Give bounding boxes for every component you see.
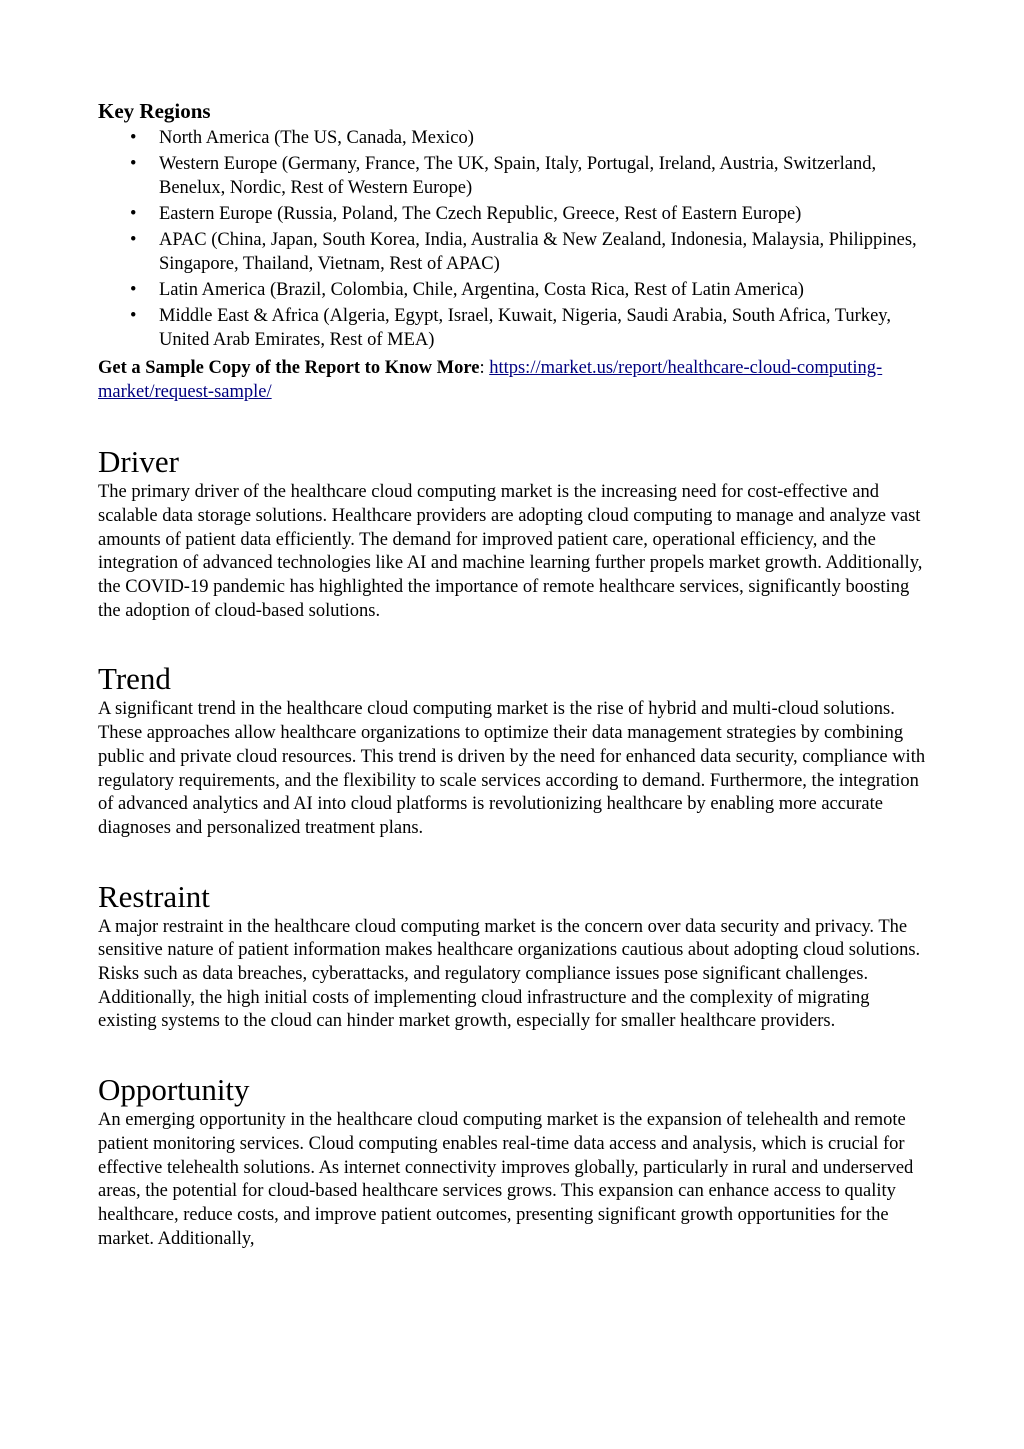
- list-item: [98, 202, 928, 226]
- key-regions-title: Key Regions: [98, 99, 211, 123]
- list-item: [98, 304, 928, 353]
- opportunity-heading: Opportunity: [98, 1072, 250, 1108]
- list-item: [98, 228, 928, 277]
- restraint-body: A major restraint in the healthcare cloud computing market is the concern over data security and privacy. The sensitive nature of patient information makes healthcare organizations cautious about adopting cloud solutions. Risks such as data breaches, cyberattacks, and regulatory compliance issues pose significant challenges. Additionally, the high initial costs of implementing cloud infrastructure and the complexity of migrating existing systems to the cloud can hinder market growth, especially for smaller healthcare providers.: [98, 916, 921, 1032]
- bullet-icon: •: [130, 203, 137, 224]
- region-text: Eastern Europe (Russia, Poland, The Czech Republic, Greece, Rest of Eastern Europe): [159, 203, 802, 224]
- region-text: APAC (China, Japan, South Korea, India, Australia & New Zealand, Indonesia, Malaysia, Philippines, Singapore, Thailand, Vietnam, Rest of APAC): [159, 229, 917, 274]
- driver-body: The primary driver of the healthcare cloud computing market is the increasing need for cost-effective and scalable data storage solutions. Healthcare providers are adopting cloud computing to manage and analyze vast amounts of patient data efficiently. The demand for improved patient care, operational efficiency, and the integration of advanced technologies like AI and machine learning further propels market growth. Additionally, the COVID-19 pandemic has highlighted the importance of remote healthcare services, significantly boosting the adoption of cloud-based solutions.: [98, 482, 923, 621]
- list-item: [98, 152, 928, 201]
- bullet-icon: •: [130, 279, 137, 300]
- trend-section: [98, 660, 928, 840]
- key-regions-section: [98, 98, 928, 352]
- trend-body: A significant trend in the healthcare cloud computing market is the rise of hybrid and multi-cloud solutions. These approaches allow healthcare organizations to optimize their data management strategies by combining public and private cloud resources. This trend is driven by the need for enhanced data security, compliance with regulatory requirements, and the flexibility to scale services according to demand. Furthermore, the integration of advanced analytics and AI into cloud platforms is revolutionizing healthcare by enabling more accurate diagnoses and personalized treatment plans.: [98, 699, 926, 838]
- trend-heading: Trend: [98, 661, 171, 697]
- driver-heading: Driver: [98, 444, 179, 480]
- opportunity-section: [98, 1071, 928, 1251]
- region-text: North America (The US, Canada, Mexico): [159, 128, 474, 148]
- list-item: [98, 278, 928, 302]
- sample-copy-lead: Get a Sample Copy of the Report to Know More: [98, 358, 480, 379]
- region-text: Middle East & Africa (Algeria, Egypt, Israel, Kuwait, Nigeria, Saudi Arabia, South Africa, Turkey, United Arab Emirates, Rest of MEA): [159, 305, 891, 350]
- bullet-icon: •: [130, 229, 137, 250]
- restraint-section: [98, 878, 928, 1035]
- region-text: Latin America (Brazil, Colombia, Chile, Argentina, Costa Rica, Rest of Latin America): [159, 279, 804, 300]
- region-text: Western Europe (Germany, France, The UK, Spain, Italy, Portugal, Ireland, Austria, Switzerland, Benelux, Nordic, Rest of Western Europe): [159, 153, 877, 199]
- opportunity-body: An emerging opportunity in the healthcare cloud computing market is the expansion of telehealth and remote patient monitoring services. Cloud computing enables real-time data access and analysis, which is crucial for effective telehealth solutions. As internet connectivity improves globally, particularly in rural and underserved areas, the potential for cloud-based healthcare services grows. This expansion can enhance access to quality healthcare, reduce costs, and improve patient outcomes, presenting significant growth opportunities for the market. Additionally,: [98, 1110, 914, 1249]
- bullet-icon: •: [130, 153, 137, 174]
- bullet-icon: •: [130, 305, 137, 326]
- restraint-heading: Restraint: [98, 878, 210, 914]
- bullet-icon: •: [130, 128, 137, 148]
- sample-copy-separator: :: [479, 358, 490, 379]
- list-item: [98, 126, 928, 150]
- sample-copy-line: [98, 356, 928, 404]
- driver-section: [98, 443, 928, 623]
- sample-request-link[interactable]: https://market.us/report/healthcare-cloud-computing-market/request-sample/: [98, 358, 883, 403]
- regions-list: [98, 126, 928, 352]
